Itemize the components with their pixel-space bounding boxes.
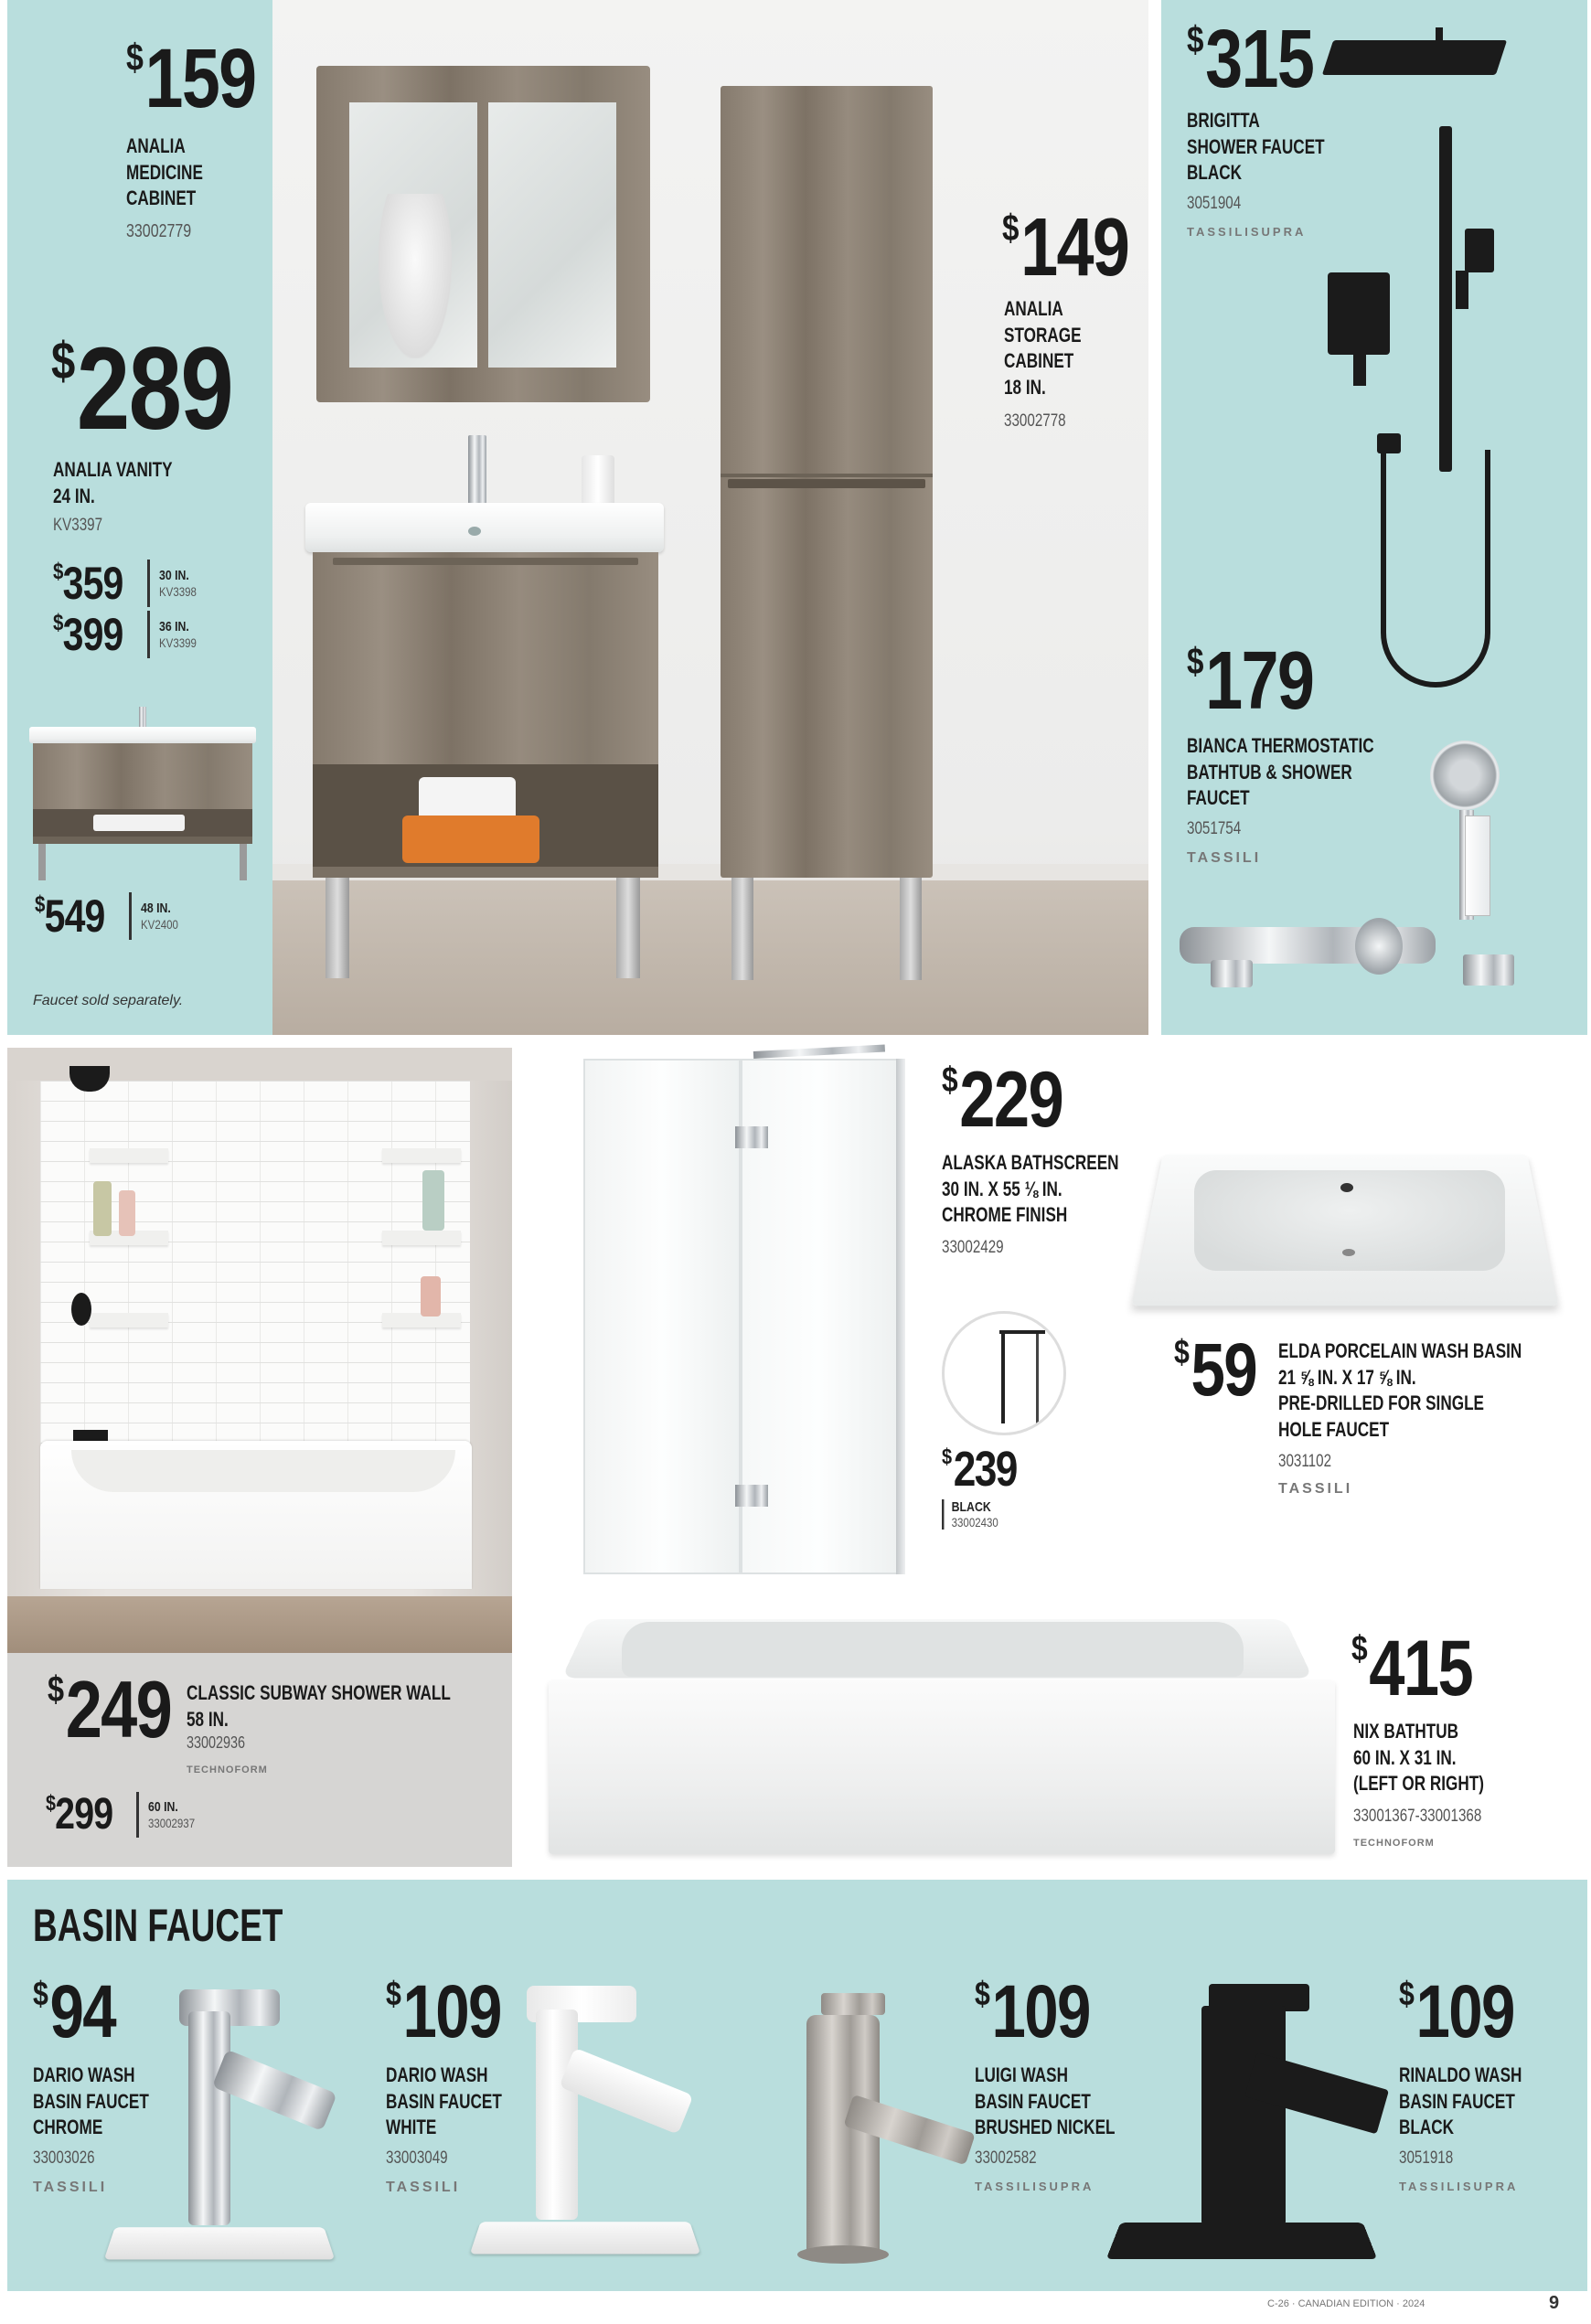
rinaldo-black-price: $109: [1399, 1970, 1514, 2053]
bathscreen-name: ALASKA BATHSCREEN 30 IN. X 55 ⅛ IN. CHROME FINISH: [942, 1151, 1119, 1227]
wash-basin-price: $59: [1174, 1328, 1256, 1412]
dario-white-image: [475, 1973, 704, 2280]
storage-cabinet-image: [721, 86, 933, 982]
thermostatic-faucet-name: BIANCA THERMOSTATIC BATHTUB & SHOWER FAUCET: [1187, 734, 1374, 810]
luigi-nickel-image: [775, 1993, 995, 2267]
shower-wall-60in-option: $299 60 IN. 33002937: [46, 1790, 196, 1839]
medicine-cabinet-image: [316, 66, 650, 402]
bathtub-name: NIX BATHTUB 60 IN. X 31 IN. (LEFT OR RIGHT): [1353, 1720, 1484, 1796]
bathroom-scene-photo: [272, 0, 1148, 1035]
shower-wall-name: CLASSIC SUBWAY SHOWER WALL 58 IN.: [187, 1681, 451, 1731]
bathscreen-black-info: BLACK 33002430: [942, 1499, 998, 1530]
bathscreen-price: $229: [942, 1056, 1063, 1144]
bathtub-brand: TECHNOFORM: [1353, 1838, 1435, 1849]
dario-chrome-image: [110, 1975, 338, 2282]
bathscreen-black-price: $239: [942, 1442, 1017, 1497]
bathtub-price: $415: [1351, 1625, 1473, 1712]
bathscreen-image: [580, 1051, 911, 1582]
shower-wall-brand: TECHNOFORM: [187, 1764, 268, 1775]
faucet-sold-separately-note: Faucet sold separately.: [33, 993, 184, 1008]
vanity-name: ANALIA VANITY 24 IN.: [53, 458, 173, 507]
thermostatic-faucet-price: $179: [1187, 635, 1314, 727]
medicine-cabinet-sku: 33002779: [126, 221, 192, 241]
basin-faucet-heading: BASIN FAUCET: [33, 1900, 283, 1951]
shower-faucet-image: [1317, 18, 1582, 686]
vanity-sku: KV3397: [53, 516, 103, 535]
rinaldo-black-sku: 3051918: [1399, 2148, 1454, 2168]
storage-cabinet-price: $149: [1002, 202, 1129, 293]
vanity-image: [305, 503, 664, 978]
shower-wall-price: $249: [48, 1664, 172, 1754]
shower-faucet-name: BRIGITTA SHOWER FAUCET BLACK: [1187, 109, 1325, 185]
dario-white-sku: 33003049: [386, 2148, 448, 2168]
shower-wall-sku: 33002936: [187, 1733, 246, 1752]
rinaldo-black-image: [1114, 1984, 1388, 2276]
dario-chrome-sku: 33003026: [33, 2148, 95, 2168]
luigi-nickel-brand: TASSILISUPRA: [975, 2180, 1094, 2193]
storage-cabinet-sku: 33002778: [1004, 411, 1066, 431]
vanity-price: $289: [51, 324, 233, 454]
wash-basin-sku: 3031102: [1278, 1452, 1332, 1471]
shower-wall-photo: [7, 1048, 512, 1653]
luigi-nickel-price: $109: [975, 1970, 1090, 2053]
medicine-cabinet-price: $159: [126, 32, 256, 125]
thermostatic-faucet-brand: TASSILI: [1187, 850, 1262, 866]
shower-faucet-price: $315: [1187, 14, 1314, 105]
shower-faucet-sku: 3051904: [1187, 194, 1242, 213]
rinaldo-black-name: RINALDO WASH BASIN FAUCET BLACK: [1399, 2063, 1522, 2139]
dario-chrome-brand: TASSILI: [33, 2180, 108, 2195]
wash-basin-brand: TASSILI: [1278, 1481, 1353, 1497]
page-number: 9: [1549, 2293, 1560, 2313]
thermostatic-faucet-sku: 3051754: [1187, 819, 1242, 838]
vanity-36in-option: $399 36 IN. KV3399: [53, 609, 198, 660]
bathtub-image: [549, 1604, 1335, 1860]
bathscreen-sku: 33002429: [942, 1238, 1004, 1257]
vanity-48in-option: $549 48 IN. KV2400: [35, 890, 179, 942]
bathtub-sku: 33001367-33001368: [1353, 1807, 1482, 1826]
wash-basin-name: ELDA PORCELAIN WASH BASIN 21 ⅝ IN. X 17 ⅝ IN. PRE-DRILLED FOR SINGLE HOLE FAUCET: [1278, 1339, 1522, 1441]
dario-white-price: $109: [386, 1970, 501, 2053]
luigi-nickel-sku: 33002582: [975, 2148, 1037, 2168]
footer-fine-print: C-26 · CANADIAN EDITION · 2024: [1267, 2298, 1425, 2309]
luigi-nickel-name: LUIGI WASH BASIN FAUCET BRUSHED NICKEL: [975, 2063, 1116, 2139]
rinaldo-black-brand: TASSILISUPRA: [1399, 2180, 1519, 2193]
dario-white-brand: TASSILI: [386, 2180, 461, 2195]
thermostatic-faucet-image: [1172, 731, 1575, 1033]
dario-chrome-name: DARIO WASH BASIN FAUCET CHROME: [33, 2063, 149, 2139]
storage-cabinet-name: ANALIA STORAGE CABINET 18 IN.: [1004, 297, 1082, 399]
vanity-48in-image: [29, 727, 256, 882]
medicine-cabinet-name: ANALIA MEDICINE CABINET: [126, 134, 203, 210]
dario-white-name: DARIO WASH BASIN FAUCET WHITE: [386, 2063, 502, 2139]
vanity-30in-option: $359 30 IN. KV3398: [53, 558, 198, 609]
dario-chrome-price: $94: [33, 1970, 115, 2053]
wash-basin-image: [1130, 1137, 1567, 1320]
shower-faucet-brand: TASSILISUPRA: [1187, 225, 1307, 239]
bathscreen-black-swatch: [942, 1311, 1066, 1435]
